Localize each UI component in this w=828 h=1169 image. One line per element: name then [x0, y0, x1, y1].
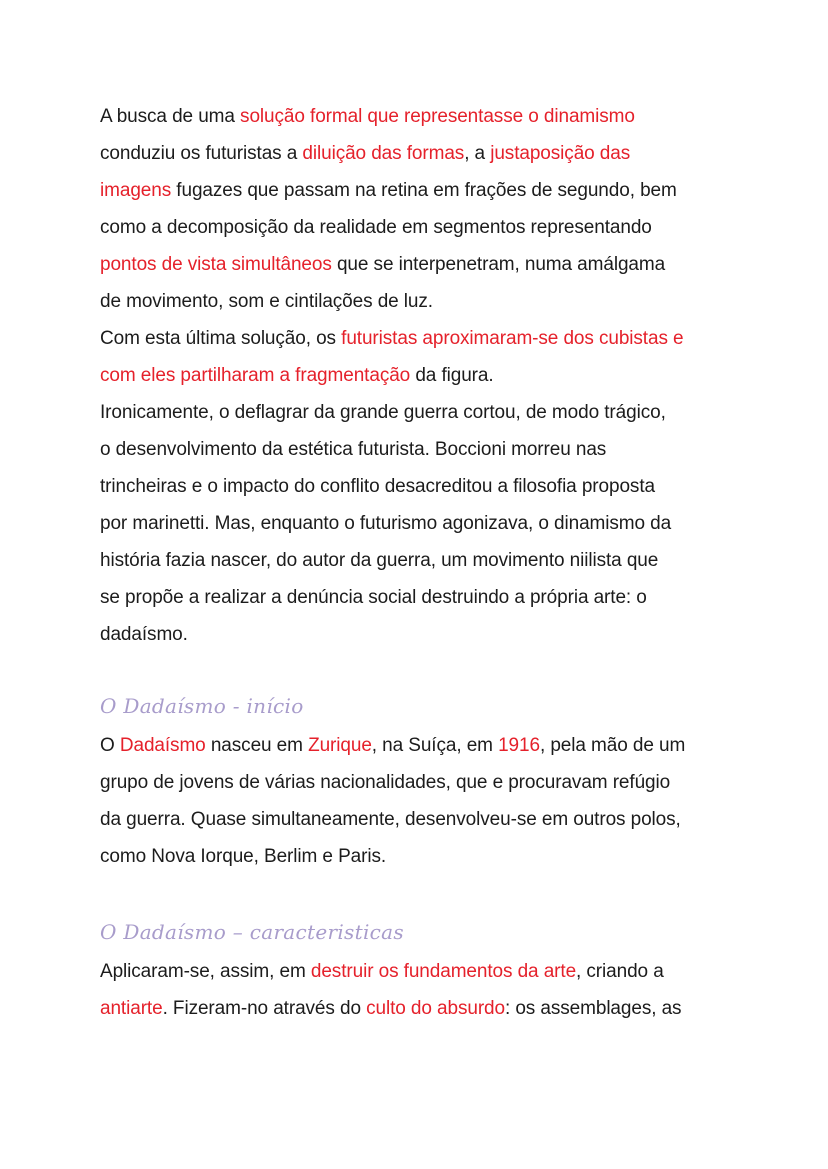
highlighted-text: imagens — [100, 180, 172, 201]
body-text: da figura. — [410, 365, 494, 386]
text-line — [100, 398, 666, 428]
highlighted-text: solução formal que representasse o dinamismo — [240, 106, 635, 127]
body-text: se propõe a realizar a denúncia social destruindo a própria arte: o — [100, 587, 647, 608]
body-text: , a — [464, 143, 491, 164]
highlighted-text: diluição das formas — [302, 143, 465, 164]
highlighted-text: 1916 — [498, 735, 540, 756]
text-line — [100, 435, 606, 465]
body-text: Ironicamente, o deflagrar da grande guerra cortou, de modo trágico, — [100, 402, 666, 423]
body-text: conduziu os futuristas a — [100, 143, 303, 164]
text-line — [100, 102, 635, 132]
highlighted-text: Dadaísmo — [119, 735, 206, 756]
text-line — [100, 139, 630, 169]
body-text: dadaísmo. — [100, 624, 188, 645]
text-line — [100, 957, 664, 987]
highlighted-text: pontos de vista simultâneos — [100, 254, 332, 275]
section-heading: O Dadaísmo - início — [100, 694, 304, 718]
text-line — [100, 731, 685, 761]
text-line — [100, 324, 684, 354]
text-line — [100, 287, 433, 317]
text-line — [100, 361, 494, 391]
body-text: história fazia nascer, do autor da guerra, um movimento niilista que — [100, 550, 659, 571]
body-text: , pela mão de um — [539, 735, 686, 756]
text-line — [100, 805, 681, 835]
highlighted-text: antiarte — [100, 998, 163, 1019]
text-line — [100, 994, 681, 1024]
body-text: O — [100, 735, 120, 756]
highlighted-text: futuristas aproximaram-se dos cubistas e — [341, 328, 684, 349]
text-line — [100, 768, 670, 798]
body-text: , criando a — [576, 961, 664, 982]
body-text: A busca de uma — [100, 106, 241, 127]
highlighted-text: justaposição das — [490, 143, 631, 164]
body-text: grupo de jovens de várias nacionalidades, que e procuravam refúgio — [100, 772, 671, 793]
highlighted-text: destruir os fundamentos da arte — [310, 961, 577, 982]
section-heading: O Dadaísmo – caracteristicas — [100, 920, 404, 944]
body-text: da guerra. Quase simultaneamente, desenvolveu-se em outros polos, — [100, 809, 681, 830]
text-line — [100, 509, 671, 539]
body-text: fugazes que passam na retina em frações de segundo, bem — [171, 180, 677, 201]
body-text: o desenvolvimento da estética futurista. Boccioni morreu nas — [100, 439, 607, 460]
text-line — [100, 620, 188, 650]
body-text: como Nova Iorque, Berlim e Paris. — [100, 846, 387, 867]
text-line — [100, 250, 665, 280]
body-text: trincheiras e o impacto do conflito desacreditou a filosofia proposta — [100, 476, 655, 497]
text-line — [100, 176, 677, 206]
text-line — [100, 546, 658, 576]
text-line — [100, 842, 386, 872]
body-text: que se interpenetram, numa amálgama — [331, 254, 666, 275]
body-text: : os assemblages, as — [504, 998, 682, 1019]
body-text: como a decomposição da realidade em segmentos representando — [100, 217, 652, 238]
body-text: Com esta última solução, os — [100, 328, 342, 349]
body-text: nasceu em — [205, 735, 309, 756]
text-line — [100, 213, 652, 243]
body-text: , na Suíça, em — [371, 735, 499, 756]
body-text: por marinetti. Mas, enquanto o futurismo agonizava, o dinamismo da — [100, 513, 672, 534]
highlighted-text: culto do absurdo — [366, 998, 505, 1019]
highlighted-text: Zurique — [308, 735, 372, 756]
text-line — [100, 472, 655, 502]
highlighted-text: com eles partilharam a fragmentação — [100, 365, 411, 386]
body-text: . Fizeram-no através do — [162, 998, 367, 1019]
body-text: de movimento, som e cintilações de luz. — [100, 291, 433, 312]
text-line — [100, 583, 647, 613]
body-text: Aplicaram-se, assim, em — [100, 961, 311, 982]
